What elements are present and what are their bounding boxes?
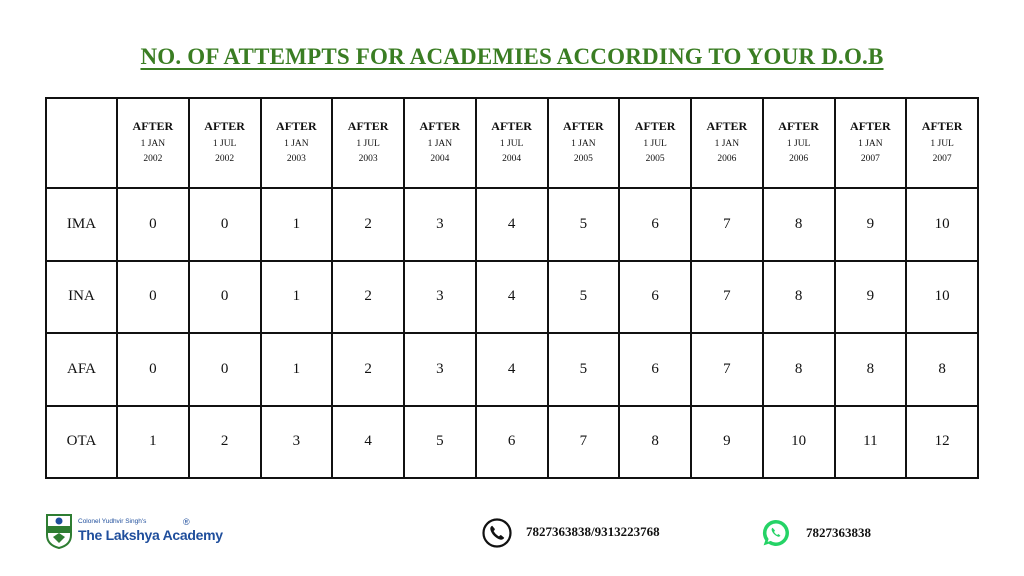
column-header-after: AFTER [347,119,389,133]
attempts-cell: 8 [906,333,978,406]
column-header-date: 1 JUL [356,139,380,149]
attempts-cell: 3 [404,261,476,334]
attempts-cell: 6 [619,261,691,334]
table-row [46,188,978,261]
column-header [117,98,189,188]
attempts-cell: 11 [835,406,907,479]
attempts-cell: 1 [261,333,333,406]
attempts-cell: 3 [404,188,476,261]
academy-logo [45,512,223,552]
logo-name: The Lakshya Academy [78,527,223,543]
attempts-cell: 9 [835,188,907,261]
attempts-cell: 2 [332,188,404,261]
attempts-cell: 0 [117,188,189,261]
column-header-year: 2002 [215,154,235,164]
attempts-cell: 10 [763,406,835,479]
column-header-year: 2002 [143,154,163,164]
column-header-date: 1 JUL [643,139,667,149]
column-header [906,98,978,188]
column-header-after: AFTER [850,119,891,133]
attempts-cell: 1 [261,261,333,334]
attempts-cell: 0 [117,333,189,406]
attempts-cell: 5 [548,333,620,406]
column-header-date: 1 JAN [714,139,740,149]
column-header-year: 2004 [430,154,450,164]
column-header-after: AFTER [778,119,819,133]
column-header-year: 2006 [717,154,737,164]
table-row [46,406,978,479]
academy-logo-icon [45,513,73,549]
column-header-after: AFTER [419,119,461,133]
column-header-date: 1 JUL [930,139,954,149]
column-header-date: 1 JAN [858,139,883,149]
attempts-cell: 8 [619,406,691,479]
attempts-cell: 5 [548,261,620,334]
column-header-year: 2005 [573,154,593,164]
header-corner-cell [46,98,117,188]
attempts-cell: 8 [763,261,835,334]
attempts-cell: 4 [476,188,548,261]
column-header-year: 2006 [789,154,809,164]
attempts-cell: 7 [691,261,763,334]
attempts-cell: 1 [117,406,189,479]
column-header [619,98,691,188]
attempts-cell: 8 [835,333,907,406]
column-header-date: 1 JUL [499,139,524,149]
column-header-after: AFTER [204,119,245,133]
phone-icon [482,518,512,548]
attempts-cell: 10 [906,261,978,334]
row-label: INA [46,261,117,334]
attempts-cell: 3 [261,406,333,479]
column-header-date: 1 JAN [284,139,309,149]
table-row [46,333,978,406]
attempts-cell: 2 [332,333,404,406]
column-header-year: 2007 [860,154,880,164]
attempts-cell: 9 [835,261,907,334]
attempts-cell: 4 [476,333,548,406]
column-header-after: AFTER [276,119,317,133]
attempts-cell: 6 [619,188,691,261]
attempts-cell: 12 [906,406,978,479]
whatsapp-number: 7827363838 [806,525,871,540]
phone-numbers: 7827363838/9313223768 [526,524,660,539]
page-title: NO. OF ATTEMPTS FOR ACADEMIES ACCORDING TO YOUR D.O.B [140,44,884,69]
attempts-cell: 0 [189,188,261,261]
registered-mark: ® [183,517,190,527]
column-header-year: 2004 [502,154,522,164]
column-header-after: AFTER [921,119,963,133]
attempts-cell: 3 [404,333,476,406]
column-header [835,98,907,188]
attempts-cell: 2 [189,406,261,479]
attempts-cell: 10 [906,188,978,261]
page-title-wrap [0,44,1024,70]
table-body [46,188,978,478]
column-header-after: AFTER [634,119,676,133]
column-header [332,98,404,188]
attempts-cell: 9 [691,406,763,479]
column-header-after: AFTER [132,119,174,133]
attempts-cell: 5 [548,188,620,261]
column-header-year: 2003 [358,154,378,164]
attempts-cell: 6 [619,333,691,406]
column-header-date: 1 JAN [140,139,166,149]
attempts-cell: 8 [763,333,835,406]
attempts-cell: 8 [763,188,835,261]
attempts-cell: 4 [476,261,548,334]
column-header-after: AFTER [563,119,604,133]
attempts-table [45,97,979,479]
attempts-cell: 0 [189,261,261,334]
attempts-cell: 7 [691,188,763,261]
row-label: IMA [46,188,117,261]
row-label: AFA [46,333,117,406]
attempts-cell: 2 [332,261,404,334]
column-header-date: 1 JUL [212,139,237,149]
attempts-cell: 0 [189,333,261,406]
attempts-cell: 6 [476,406,548,479]
column-header [763,98,835,188]
column-header [476,98,548,188]
attempts-cell: 1 [261,188,333,261]
column-header [189,98,261,188]
column-header-after: AFTER [706,119,748,133]
table-row [46,261,978,334]
attempts-cell: 0 [117,261,189,334]
column-header-year: 2003 [286,154,306,164]
logo-subtitle: Colonel Yudhvir Singh's [78,518,147,525]
column-header-date: 1 JAN [571,139,596,149]
column-header-year: 2007 [932,154,952,164]
column-header [261,98,333,188]
column-header-year: 2005 [645,154,665,164]
attempts-cell: 7 [548,406,620,479]
column-header-after: AFTER [491,119,532,133]
column-header [404,98,476,188]
attempts-cell: 5 [404,406,476,479]
attempts-cell: 4 [332,406,404,479]
column-header [691,98,763,188]
column-header [548,98,620,188]
table-header-row [46,98,978,188]
row-label: OTA [46,406,117,479]
whatsapp-icon [761,518,791,548]
attempts-cell: 7 [691,333,763,406]
column-header-date: 1 JUL [786,139,811,149]
column-header-date: 1 JAN [427,139,453,149]
